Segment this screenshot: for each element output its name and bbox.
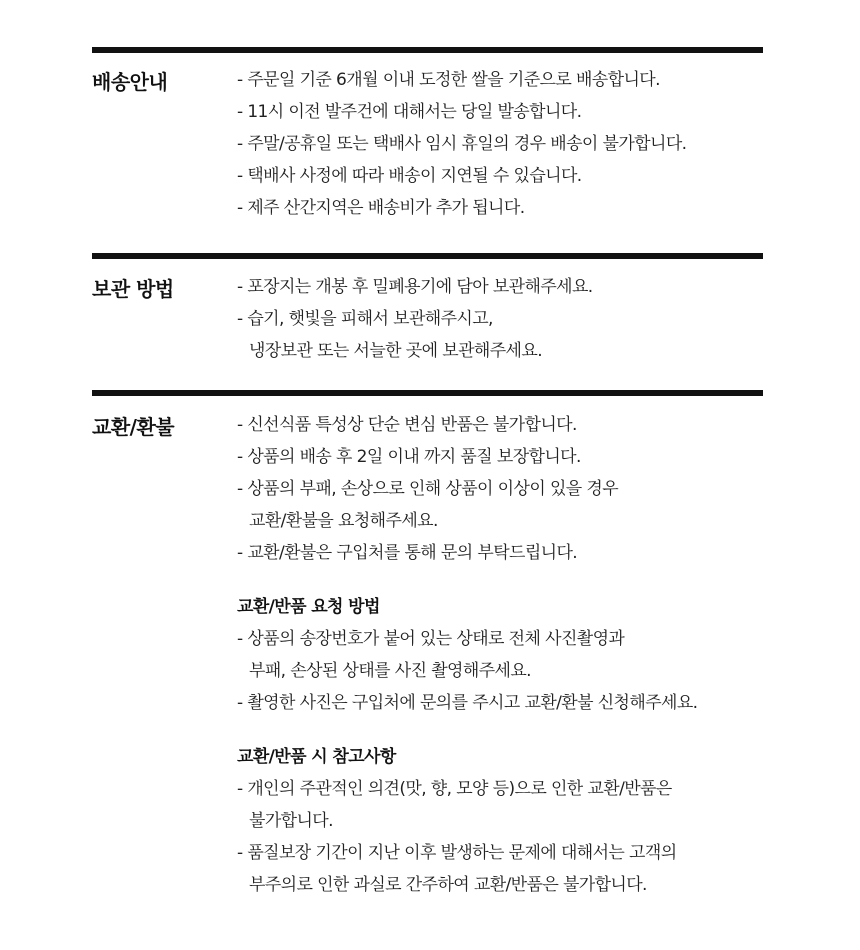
storage-line-3: 냉장보관 또는 서늘한 곳에 보관해주세요.: [249, 341, 542, 361]
shipping-section: [92, 47, 763, 218]
notes-title: 교환/반품 시 참고사항: [237, 747, 396, 767]
shipping-line-3: - 주말/공휴일 또는 택배사 임시 휴일의 경우 배송이 불가합니다.: [237, 134, 687, 154]
exchange-line-5: - 교환/환불은 구입처를 통해 문의 부탁드립니다.: [237, 543, 578, 563]
exchange-line-4: 교환/환불을 요청해주세요.: [249, 511, 438, 531]
request-line-2: 부패, 손상된 상태를 사진 촬영해주세요.: [249, 661, 531, 681]
notes-line-3: - 품질보장 기간이 지난 이후 발생하는 문제에 대해서는 고객의: [237, 843, 677, 863]
storage-line-2: - 습기, 햇빛을 피해서 보관해주시고,: [237, 309, 493, 329]
exchange-heading: 교환/환불: [92, 415, 175, 439]
spacer: [237, 719, 797, 741]
notes-line-4: 부주의로 인한 과실로 간주하여 교환/반품은 불가합니다.: [249, 875, 647, 895]
storage-section: [92, 253, 763, 361]
exchange-line-1: - 신선식품 특성상 단순 변심 반품은 불가합니다.: [237, 415, 577, 435]
notes-line-1: - 개인의 주관적인 의견(맛, 향, 모양 등)으로 인한 교환/반품은: [237, 779, 672, 799]
shipping-line-2: - 11시 이전 발주건에 대해서는 당일 발송합니다.: [237, 102, 582, 122]
shipping-line-4: - 택배사 사정에 따라 배송이 지연될 수 있습니다.: [237, 166, 582, 186]
exchange-line-3: - 상품의 부패, 손상으로 인해 상품이 이상이 있을 경우: [237, 479, 619, 499]
request-method-title: 교환/반품 요청 방법: [237, 597, 380, 617]
request-line-1: - 상품의 송장번호가 붙어 있는 상태로 전체 사진촬영과: [237, 629, 625, 649]
section-divider: [92, 47, 763, 53]
spacer: [237, 569, 797, 591]
notes-line-2: 불가합니다.: [249, 811, 333, 831]
storage-line-1: - 포장지는 개봉 후 밀폐용기에 담아 보관해주세요.: [237, 277, 593, 297]
storage-body: [237, 271, 797, 367]
shipping-line-5: - 제주 산간지역은 배송비가 추가 됩니다.: [237, 198, 525, 218]
storage-heading: 보관 방법: [92, 277, 174, 301]
shipping-heading: 배송안내: [92, 70, 168, 94]
exchange-line-2: - 상품의 배송 후 2일 이내 까지 품질 보장합니다.: [237, 447, 581, 467]
shipping-line-1: - 주문일 기준 6개월 이내 도정한 쌀을 기준으로 배송합니다.: [237, 70, 660, 90]
exchange-section: [92, 390, 763, 895]
shipping-body: [237, 64, 797, 224]
section-divider: [92, 253, 763, 259]
request-line-3: - 촬영한 사진은 구입처에 문의를 주시고 교환/환불 신청해주세요.: [237, 693, 698, 713]
exchange-body: [237, 409, 797, 901]
section-divider: [92, 390, 763, 396]
